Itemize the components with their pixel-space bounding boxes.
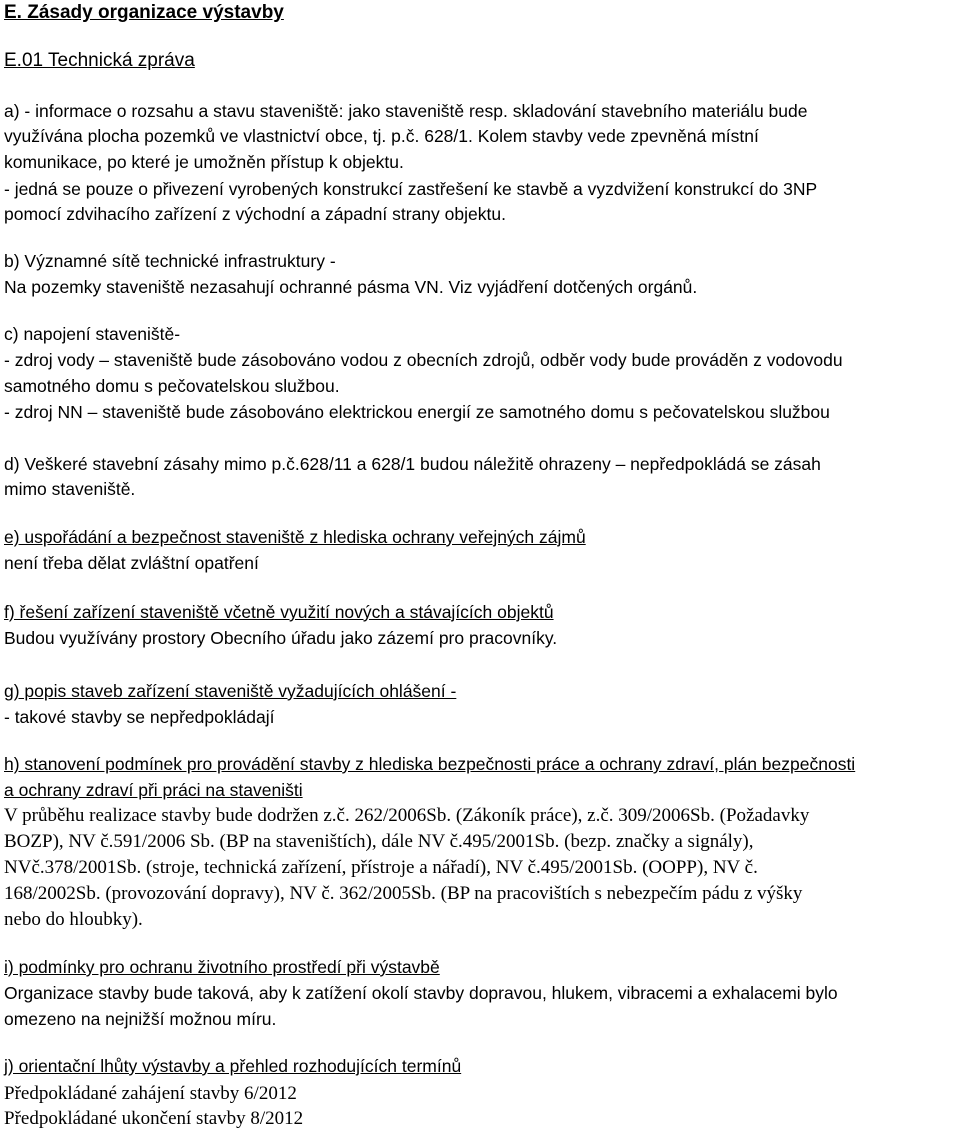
section-c-line: - zdroj NN – staveniště bude zásobováno elektrickou energií ze samotného domu s pečovatelskou službou — [4, 402, 830, 422]
section-c-line: samotného domu s pečovatelskou službou. — [4, 376, 340, 396]
section-i-line: omezeno na nejnižší možnou míru. — [4, 1009, 277, 1029]
section-i-line: Organizace stavby bude taková, aby k zatížení okolí stavby dopravou, hlukem, vibracemi a exhalacemi bylo — [4, 983, 838, 1003]
section-e-heading: e) uspořádání a bezpečnost staveniště z hlediska ochrany veřejných zájmů — [4, 527, 586, 547]
section-a-line: - jedná se pouze o přivezení vyrobených konstrukcí zastřešení ke stavbě a vyzdvižení konstrukcí do 3NP — [4, 179, 818, 199]
section-h-line: BOZP), NV č.591/2006 Sb. (BP na staveništích), dále NV č.495/2001Sb. (bezp. značky a signály), — [4, 831, 754, 852]
section-e-line: není třeba dělat zvláštní opatření — [4, 553, 259, 573]
section-a-line: a) - informace o rozsahu a stavu staveniště: jako staveniště resp. skladování stavebního materiálu bude — [4, 101, 808, 121]
section-b-line: Na pozemky staveniště nezasahují ochranné pásma VN. Viz vyjádření dotčených orgánů. — [4, 277, 698, 297]
section-g-line: - takové stavby se nepředpokládají — [4, 707, 275, 727]
section-d-line: mimo staveniště. — [4, 479, 136, 499]
subsection-title: E.01 Technická zpráva — [4, 50, 195, 71]
section-a-line: využívána plocha pozemků ve vlastnictví obce, tj. p.č. 628/1. Kolem stavby vede zpevněná místní — [4, 126, 759, 146]
section-h-line: NVč.378/2001Sb. (stroje, technická zařízení, přístroje a nářadí), NV č.495/2001Sb. (OOPP), NV č. — [4, 857, 758, 878]
section-i-heading: i) podmínky pro ochranu životního prostředí při výstavbě — [4, 957, 440, 977]
section-j-line: Předpokládané zahájení stavby 6/2012 — [4, 1083, 297, 1104]
section-a-line: pomocí zdvihacího zařízení z východní a západní strany objektu. — [4, 204, 506, 224]
section-f-heading: f) řešení zařízení staveniště včetně využití nových a stávajících objektů — [4, 602, 554, 622]
section-g-heading: g) popis staveb zařízení staveniště vyžadujících ohlášení - — [4, 681, 457, 701]
section-f-line: Budou využívány prostory Obecního úřadu jako zázemí pro pracovníky. — [4, 628, 558, 648]
section-a-line: komunikace, po které je umožněn přístup k objektu. — [4, 152, 404, 172]
section-h-line: nebo do hloubky). — [4, 909, 143, 930]
section-j-heading: j) orientační lhůty výstavby a přehled rozhodujících termínů — [4, 1056, 462, 1076]
section-h-line: 168/2002Sb. (provozování dopravy), NV č. 362/2005Sb. (BP na pracovištích s nebezpečím pádu z výšky — [4, 883, 803, 904]
section-h-heading: h) stanovení podmínek pro provádění stavby z hlediska bezpečnosti práce a ochrany zdraví, plán bezpečnosti — [4, 754, 856, 774]
section-j-line: Předpokládané ukončení stavby 8/2012 — [4, 1108, 304, 1129]
section-c-heading: c) napojení staveniště- — [4, 324, 181, 344]
section-b-heading: b) Významné sítě technické infrastruktury - — [4, 251, 336, 271]
section-d-line: d) Veškeré stavební zásahy mimo p.č.628/11 a 628/1 budou náležitě ohrazeny – nepředpokládá se zásah — [4, 454, 821, 474]
section-c-line: - zdroj vody – staveniště bude zásobováno vodou z obecních zdrojů, odběr vody bude prováděn z vodovodu — [4, 350, 843, 370]
section-h-line: V průběhu realizace stavby bude dodržen z.č. 262/2006Sb. (Zákoník práce), z.č. 309/2006Sb. (Požadavky — [4, 805, 810, 826]
section-h-heading: a ochrany zdraví při práci na staveništi — [4, 780, 303, 800]
section-title: E. Zásady organizace výstavby — [4, 2, 284, 23]
